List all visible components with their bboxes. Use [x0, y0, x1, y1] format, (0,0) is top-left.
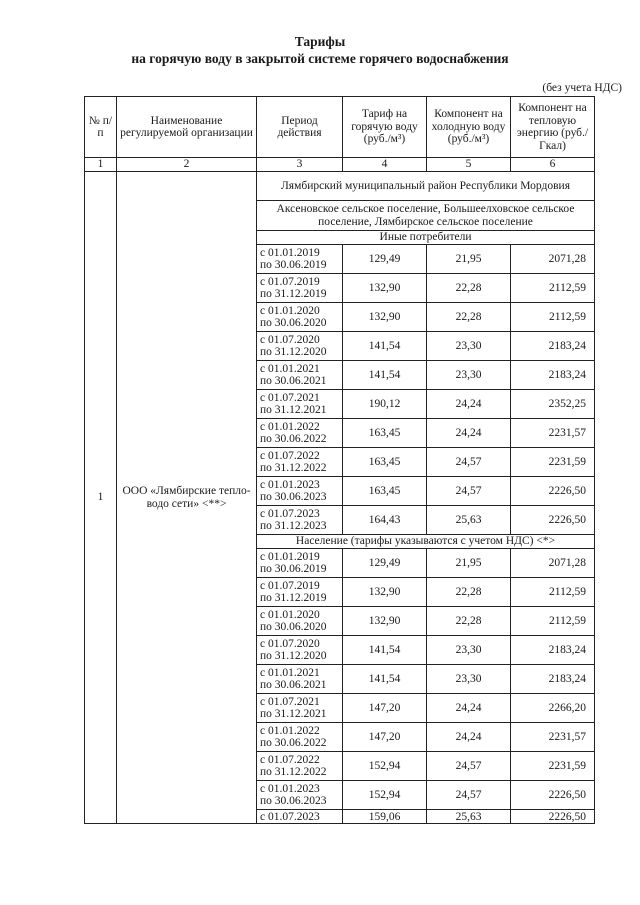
cold-water-component-cell: 23,30 [427, 332, 511, 361]
hot-water-tariff-cell: 159,06 [343, 810, 427, 824]
column-index: 1 [85, 158, 117, 172]
hot-water-tariff-cell: 190,12 [343, 390, 427, 419]
period-cell [257, 477, 343, 506]
period-from: с 01.07.2021 [260, 695, 320, 708]
document-title: Тарифы [294, 34, 346, 49]
period-cell [257, 303, 343, 332]
heat-component-cell: 2183,24 [511, 332, 595, 361]
period-from: с 01.07.2020 [260, 333, 320, 346]
header-hot-water-tariff: Тариф на горячую воду (руб./м³) [343, 97, 427, 158]
period-from: с 01.07.2023 [260, 507, 320, 520]
period-from: с 01.01.2020 [260, 304, 320, 317]
period-from: с 01.01.2023 [260, 478, 320, 491]
hot-water-tariff-cell: 141,54 [343, 361, 427, 390]
hot-water-tariff-cell: 147,20 [343, 723, 427, 752]
heat-component-cell: 2231,57 [511, 723, 595, 752]
period-cell [257, 607, 343, 636]
cold-water-component-cell: 25,63 [427, 506, 511, 535]
hot-water-tariff-cell: 132,90 [343, 303, 427, 332]
hot-water-tariff-cell: 132,90 [343, 578, 427, 607]
column-index: 6 [511, 158, 595, 172]
period-cell [257, 549, 343, 578]
cold-water-component-cell: 24,57 [427, 752, 511, 781]
hot-water-tariff-cell: 163,45 [343, 419, 427, 448]
settlements-name: Аксеновское сельское поселение, Большеелховское сельское поселение, Лямбирское сельское поселение [257, 201, 595, 231]
period-to: по 30.06.2023 [260, 795, 327, 807]
period-to: по 30.06.2020 [260, 317, 327, 329]
heat-component-cell: 2112,59 [511, 578, 595, 607]
period-to: по 31.12.2022 [260, 462, 327, 474]
heat-component-cell: 2226,50 [511, 781, 595, 810]
tariff-table [84, 96, 595, 824]
cold-water-component-cell: 22,28 [427, 578, 511, 607]
period-cell [257, 810, 343, 824]
period-to: по 30.06.2020 [260, 621, 327, 633]
period-to: по 30.06.2021 [260, 679, 327, 691]
period-from: с 01.07.2019 [260, 579, 320, 592]
heat-component-cell: 2071,28 [511, 549, 595, 578]
period-to: по 30.06.2019 [260, 259, 327, 271]
cold-water-component-cell: 23,30 [427, 665, 511, 694]
heat-component-cell: 2231,59 [511, 752, 595, 781]
period-to: по 31.12.2020 [260, 346, 327, 358]
period-cell [257, 781, 343, 810]
cold-water-component-cell: 24,57 [427, 781, 511, 810]
table-body [85, 172, 595, 824]
header-number: № п/п [85, 97, 117, 158]
heat-component-cell: 2226,50 [511, 810, 595, 824]
period-cell [257, 752, 343, 781]
period-from: с 01.01.2022 [260, 724, 320, 737]
hot-water-tariff-cell: 163,45 [343, 448, 427, 477]
period-to: по 31.12.2022 [260, 766, 327, 778]
hot-water-tariff-cell: 147,20 [343, 694, 427, 723]
cold-water-component-cell: 22,28 [427, 274, 511, 303]
period-from: с 01.07.2022 [260, 753, 320, 766]
column-index: 5 [427, 158, 511, 172]
period-from: с 01.01.2019 [260, 246, 320, 259]
region-row [85, 172, 595, 201]
column-index-row [85, 158, 595, 172]
vat-note: (без учета НДС) [542, 82, 622, 94]
heat-component-cell: 2226,50 [511, 477, 595, 506]
heat-component-cell: 2071,28 [511, 245, 595, 274]
cold-water-component-cell: 25,63 [427, 810, 511, 824]
period-cell [257, 448, 343, 477]
period-cell [257, 419, 343, 448]
period-cell [257, 245, 343, 274]
heat-component-cell: 2266,20 [511, 694, 595, 723]
period-from: с 01.07.2019 [260, 275, 320, 288]
period-from: с 01.07.2022 [260, 449, 320, 462]
heat-component-cell: 2183,24 [511, 636, 595, 665]
cold-water-component-cell: 24,57 [427, 448, 511, 477]
period-from: с 01.07.2021 [260, 391, 320, 404]
column-index: 3 [257, 158, 343, 172]
heat-component-cell: 2112,59 [511, 303, 595, 332]
cold-water-component-cell: 23,30 [427, 636, 511, 665]
period-to: по 31.12.2019 [260, 288, 327, 300]
period-cell [257, 723, 343, 752]
heat-component-cell: 2226,50 [511, 506, 595, 535]
period-cell [257, 361, 343, 390]
period-cell [257, 578, 343, 607]
hot-water-tariff-cell: 129,49 [343, 549, 427, 578]
period-cell [257, 332, 343, 361]
cold-water-component-cell: 22,28 [427, 607, 511, 636]
period-cell [257, 390, 343, 419]
period-cell [257, 274, 343, 303]
cold-water-component-cell: 24,24 [427, 723, 511, 752]
header-organization: Наименование регулируемой организации [117, 97, 257, 158]
cold-water-component-cell: 24,24 [427, 694, 511, 723]
hot-water-tariff-cell: 132,90 [343, 274, 427, 303]
period-from: с 01.01.2021 [260, 362, 320, 375]
heat-component-cell: 2112,59 [511, 274, 595, 303]
cold-water-component-cell: 23,30 [427, 361, 511, 390]
region-name: Лямбирский муниципальный район Республики Мордовия [257, 172, 595, 201]
heat-component-cell: 2231,59 [511, 448, 595, 477]
period-cell [257, 636, 343, 665]
row-number: 1 [85, 172, 117, 824]
period-to: по 30.06.2022 [260, 737, 327, 749]
heat-component-cell: 2183,24 [511, 361, 595, 390]
period-to: по 31.12.2023 [260, 520, 327, 532]
period-to: по 30.06.2019 [260, 563, 327, 575]
period-to: по 30.06.2021 [260, 375, 327, 387]
hot-water-tariff-cell: 141,54 [343, 636, 427, 665]
column-index: 2 [117, 158, 257, 172]
period-from: с 01.01.2019 [260, 550, 320, 563]
period-from: с 01.01.2023 [260, 782, 320, 795]
period-cell [257, 665, 343, 694]
period-cell [257, 506, 343, 535]
cold-water-component-cell: 21,95 [427, 245, 511, 274]
heat-component-cell: 2231,57 [511, 419, 595, 448]
cold-water-component-cell: 22,28 [427, 303, 511, 332]
period-cell [257, 694, 343, 723]
header-heat-component: Компонент на тепловую энергию (руб./Гкал) [511, 97, 595, 158]
period-to: по 31.12.2021 [260, 404, 327, 416]
period-from: с 01.01.2022 [260, 420, 320, 433]
cold-water-component-cell: 24,24 [427, 419, 511, 448]
hot-water-tariff-cell: 129,49 [343, 245, 427, 274]
heat-component-cell: 2352,25 [511, 390, 595, 419]
hot-water-tariff-cell: 132,90 [343, 607, 427, 636]
hot-water-tariff-cell: 141,54 [343, 332, 427, 361]
period-from: с 01.01.2021 [260, 666, 320, 679]
hot-water-tariff-cell: 152,94 [343, 781, 427, 810]
hot-water-tariff-cell: 141,54 [343, 665, 427, 694]
hot-water-tariff-cell: 152,94 [343, 752, 427, 781]
cold-water-component-cell: 24,57 [427, 477, 511, 506]
period-to: по 30.06.2022 [260, 433, 327, 445]
column-index: 4 [343, 158, 427, 172]
consumer-group-label: Население (тарифы указываются с учетом НДС) <*> [257, 535, 595, 549]
period-to: по 31.12.2020 [260, 650, 327, 662]
header-cold-water-component: Компонент на холодную воду (руб./м³) [427, 97, 511, 158]
period-from: с 01.07.2020 [260, 637, 320, 650]
hot-water-tariff-cell: 163,45 [343, 477, 427, 506]
table-header-row [85, 97, 595, 158]
cold-water-component-cell: 24,24 [427, 390, 511, 419]
period-from: с 01.07.2023 [260, 810, 320, 823]
period-to: по 31.12.2019 [260, 592, 327, 604]
organization-name: ООО «Лямбирские тепло-водо сети» <**> [117, 172, 257, 824]
period-from: с 01.01.2020 [260, 608, 320, 621]
document-subtitle: на горячую воду в закрытой системе горячего водоснабжения [131, 51, 509, 66]
header-period: Период действия [257, 97, 343, 158]
heat-component-cell: 2183,24 [511, 665, 595, 694]
period-to: по 31.12.2021 [260, 708, 327, 720]
cold-water-component-cell: 21,95 [427, 549, 511, 578]
period-to: по 30.06.2023 [260, 491, 327, 503]
heat-component-cell: 2112,59 [511, 607, 595, 636]
consumer-group-label: Иные потребители [257, 231, 595, 245]
hot-water-tariff-cell: 164,43 [343, 506, 427, 535]
